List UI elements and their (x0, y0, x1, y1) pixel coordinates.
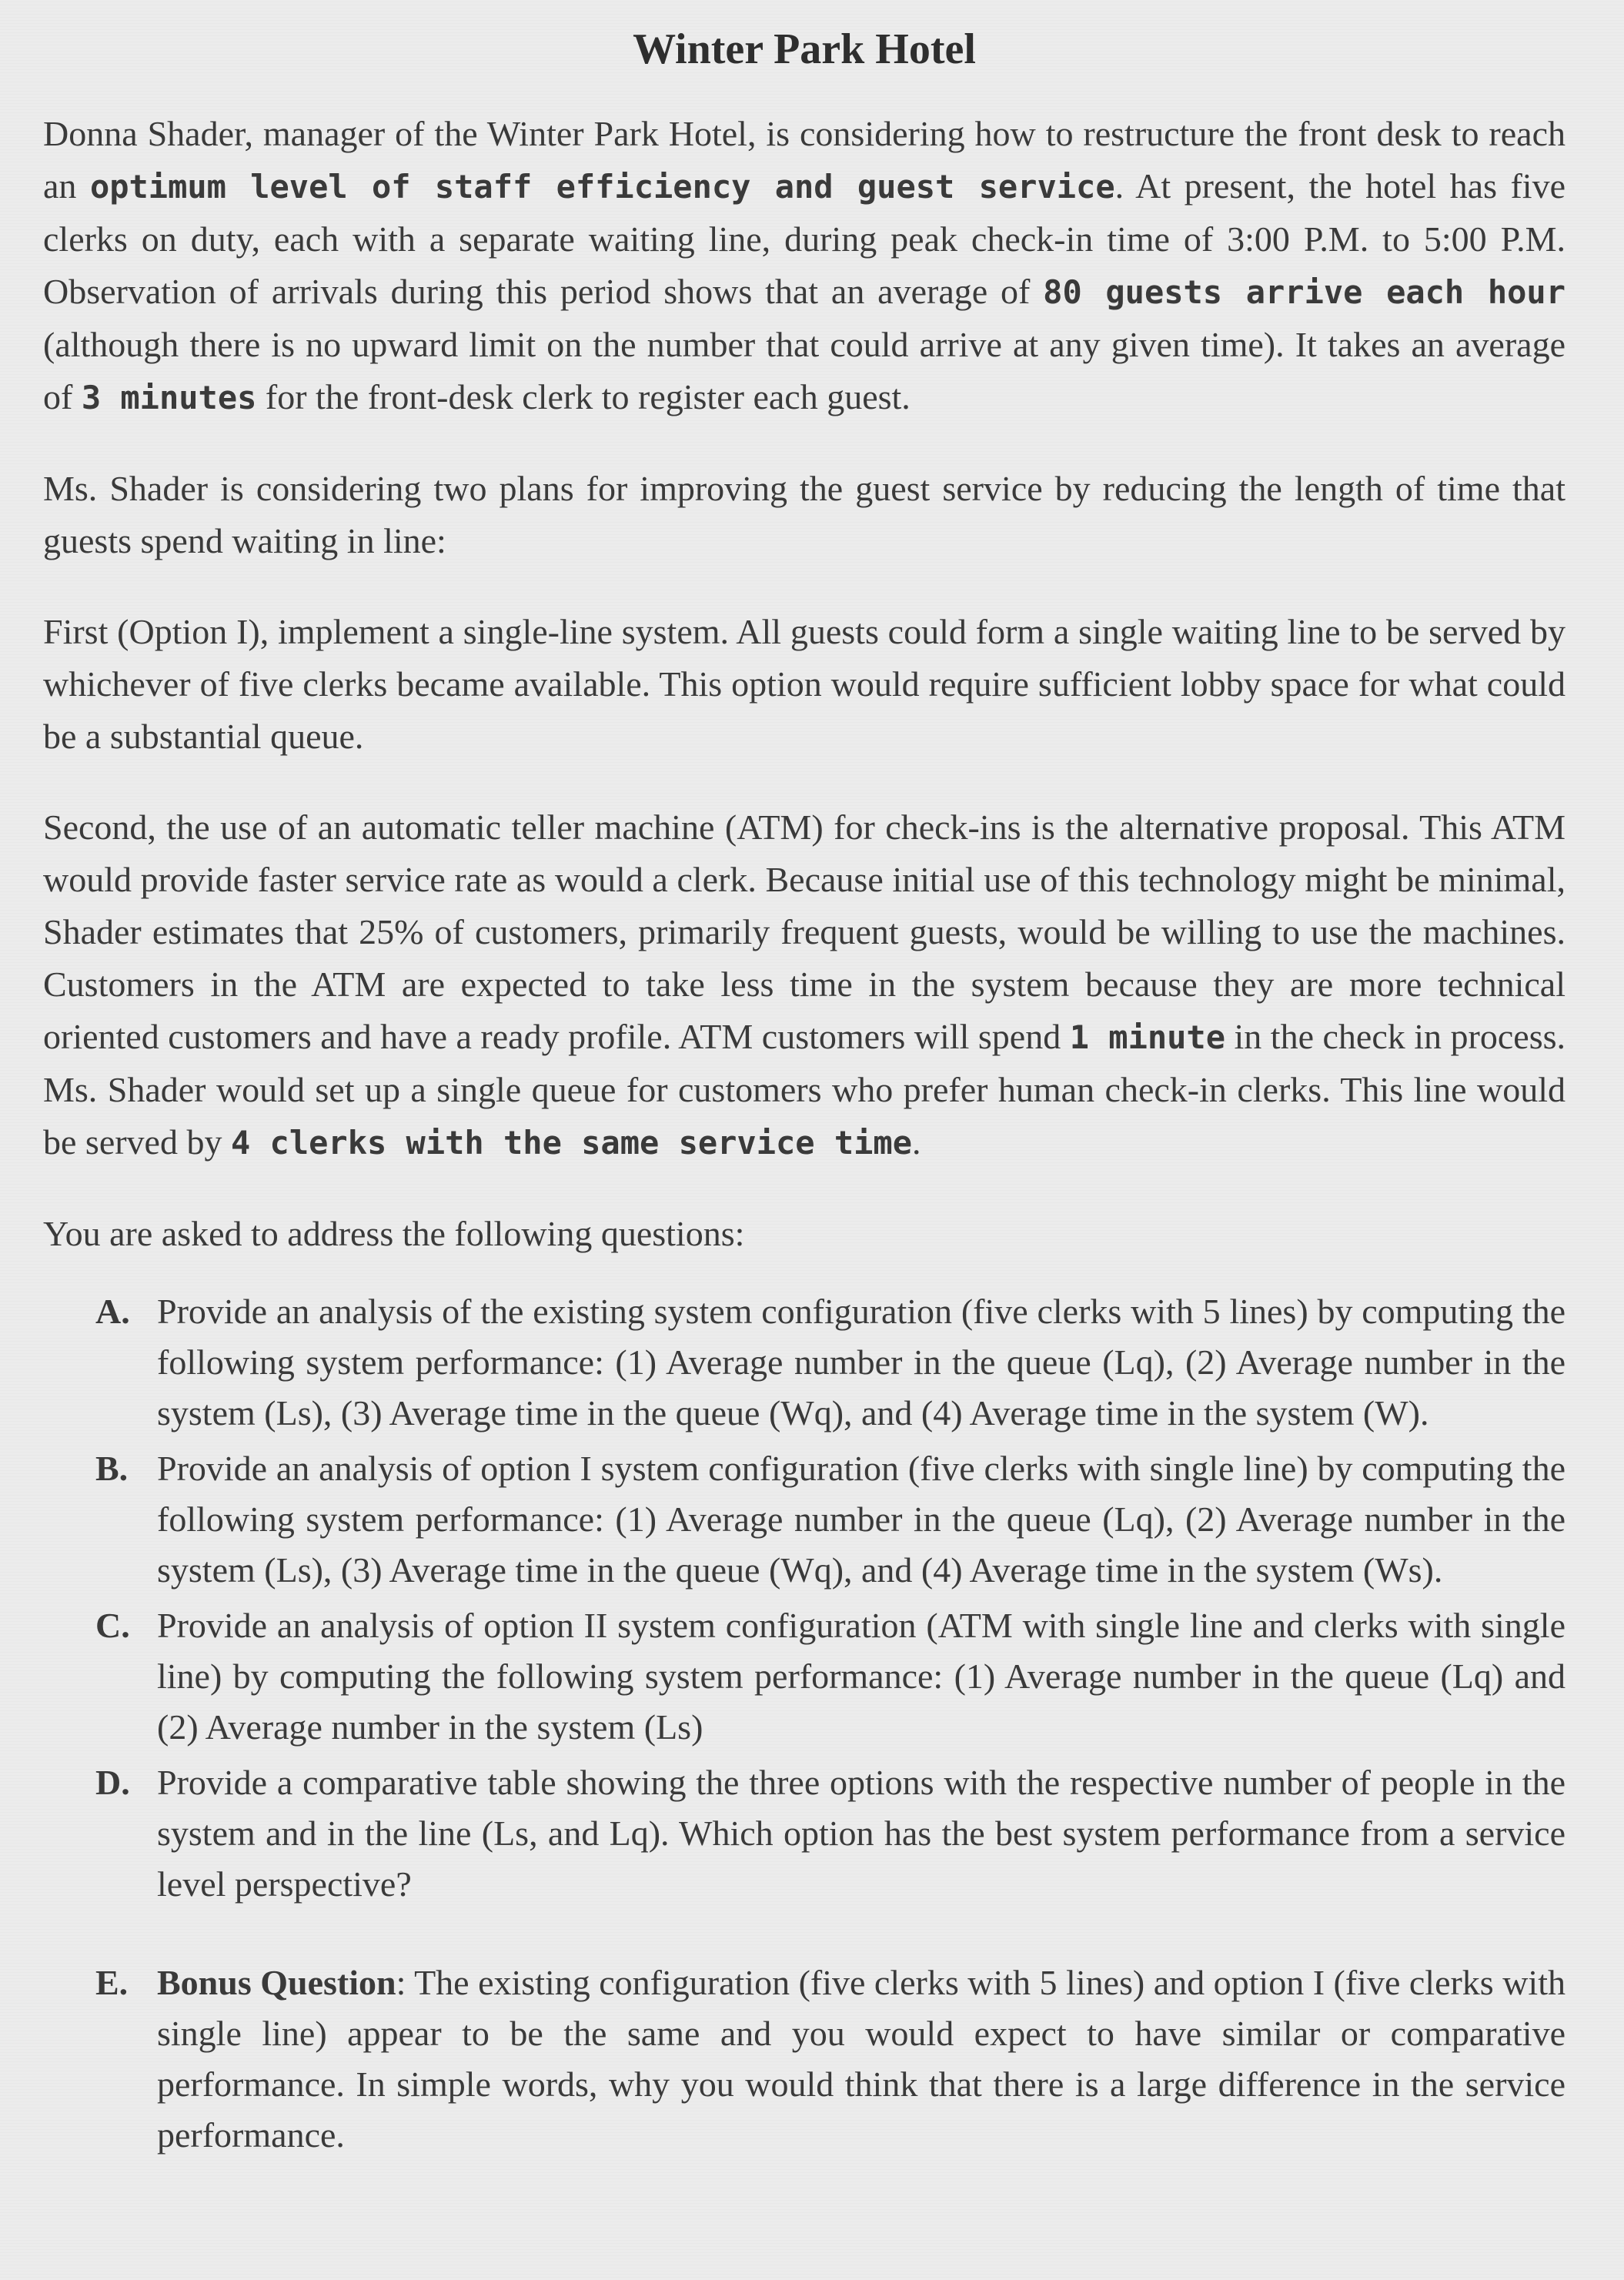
question-item-bonus (43, 1957, 1566, 2161)
question-text: Provide a comparative table showing the three options with the respective number of people in the system and in the line (Ls, and Lq). Which option has the best system performance from a service level perspective? (157, 1763, 1566, 1904)
option-two-emphasis-minute: 1 minute (1069, 1018, 1225, 1056)
question-text: : The existing configuration (five clerks with 5 lines) and option I (five clerks with single line) appear to be the same and you would expect to have similar or comparative performance. In simple words, why you would think that there is a large difference in the service performance. (157, 1963, 1566, 2155)
question-text: Provide an analysis of the existing system configuration (five clerks with 5 lines) by computing the following system performance: (1) Average number in the queue (Lq), (2) Average number in the system (Ls), (3) Average time in the queue (Wq), and (4) Average time in the system (W). (157, 1292, 1566, 1433)
question-item (43, 1286, 1566, 1439)
option-two-text-1: Second, the use of an automatic teller machine (ATM) for check-ins is the alternative proposal. This ATM would provide faster service rate as would a clerk. Because initial use of this technology might be minimal, Shader estimates that 25% of customers, primarily frequent guests, would be willing to use the machines. Customers in the ATM are expected to take less time in the system because they are more technical oriented customers and have a ready profile. ATM customers will spend (43, 807, 1566, 1056)
question-text: Provide an analysis of option II system configuration (ATM with single line and clerks with single line) by computing the following system performance: (1) Average number in the queue (Lq) and (2) Average number in the system (Ls) (157, 1606, 1566, 1747)
question-list (43, 1286, 1566, 2161)
intro-emphasis-efficiency: optimum level of staff efficiency and guest service (89, 168, 1115, 206)
question-item (43, 1443, 1566, 1596)
bonus-question-label: Bonus Question (157, 1963, 396, 2002)
intro-text-4: for the front-desk clerk to register each guest. (256, 377, 911, 416)
question-text: Provide an analysis of option I system configuration (five clerks with single line) by computing the following system performance: (1) Average number in the queue (Lq), (2) Average number in the system (Ls), (3) Average time in the queue (Wq), and (4) Average time in the system (Ws). (157, 1449, 1566, 1590)
option-two-paragraph (43, 801, 1566, 1169)
option-two-text-3: . (912, 1122, 921, 1162)
intro-paragraph (43, 108, 1566, 424)
option-two-emphasis-clerks: 4 clerks with the same service time (230, 1124, 912, 1162)
intro-text-2: . At present, the hotel has five clerks on duty, each with a separate waiting line, during peak check-in time of 3:00 P.M. to 5:00 P.M. Observation of arrivals during this period shows that an average of (43, 166, 1566, 311)
document-title: Winter Park Hotel (633, 25, 976, 73)
question-letter: C. (95, 1606, 130, 1645)
question-letter: D. (95, 1763, 130, 1802)
option-one-paragraph: First (Option I), implement a single-line system. All guests could form a single waiting line to be served by whichever of five clerks became available. This option would require sufficient lobby space for what could be a substantial queue. (43, 612, 1566, 756)
option-two-text-2: in the check in process. Ms. Shader would set up a single queue for customers who prefer human check-in clerks. This line would be served by (43, 1017, 1566, 1162)
question-item (43, 1600, 1566, 1753)
intro-text-1: Donna Shader, manager of the Winter Park Hotel, is considering how to restructure the front desk to reach an (43, 114, 1566, 206)
intro-emphasis-arrivals: 80 guests arrive each hour (1043, 273, 1566, 311)
question-letter: A. (95, 1292, 130, 1331)
question-letter: B. (95, 1449, 129, 1488)
questions-intro: You are asked to address the following questions: (43, 1214, 745, 1253)
question-item (43, 1757, 1566, 1910)
question-letter: E. (95, 1963, 129, 2002)
intro-text-3: (although there is no upward limit on the number that could arrive at any given time). It takes an average of (43, 325, 1566, 416)
plans-paragraph: Ms. Shader is considering two plans for improving the guest service by reducing the length of time that guests spend waiting in line: (43, 469, 1566, 560)
intro-emphasis-minutes: 3 minutes (81, 379, 257, 416)
